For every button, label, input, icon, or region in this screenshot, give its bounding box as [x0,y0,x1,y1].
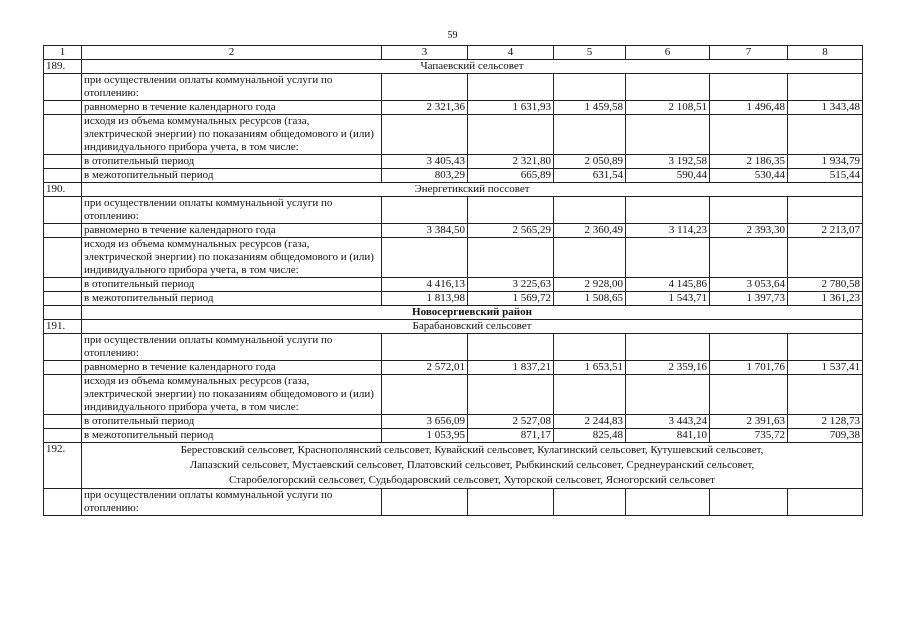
row-label: равномерно в течение календарного года [82,361,382,375]
value-cell: 1 537,41 [788,361,863,375]
header-cell: 6 [626,46,710,60]
heading-row [44,74,863,101]
row-label: в отопительный период [82,278,382,292]
value-cell: 1 508,65 [554,292,626,306]
value-cell: 735,72 [710,429,788,443]
value-cell: 2 928,00 [554,278,626,292]
value-cell: 1 701,76 [710,361,788,375]
heading-row [44,197,863,224]
row-label: в межотопительный период [82,169,382,183]
value-cell: 1 569,72 [468,292,554,306]
section-title-line: Лапазский сельсовет, Мустаевский сельсовет, Платовский сельсовет, Рыбкинский сельсовет, Среднеуранский сельсовет, [189,459,755,471]
data-row [44,429,863,443]
value-cell: 1 934,79 [788,155,863,169]
value-cell: 2 244,83 [554,415,626,429]
value-cell: 3 225,63 [468,278,554,292]
row-label: при осуществлении оплаты коммунальной услуги по отоплению: [82,74,382,101]
value-cell: 841,10 [626,429,710,443]
value-cell: 4 416,13 [382,278,468,292]
section-title-row [44,183,863,197]
value-cell: 1 837,21 [468,361,554,375]
section-title-line: Берестовский сельсовет, Краснополянский сельсовет, Кувайский сельсовет, Кулагинский сельсовет, Кутушевский сельсовет, [180,444,764,456]
value-cell: 1 631,93 [468,101,554,115]
header-cell: 1 [44,46,82,60]
value-cell: 2 359,16 [626,361,710,375]
value-cell: 3 053,64 [710,278,788,292]
section-title: Энергетикский поссовет [82,183,863,197]
value-cell: 2 321,36 [382,101,468,115]
value-cell: 2 393,30 [710,224,788,238]
value-cell: 2 108,51 [626,101,710,115]
value-cell: 590,44 [626,169,710,183]
heading-row [44,489,863,516]
data-row [44,155,863,169]
row-label: исходя из объема коммунальных ресурсов (газа, электрической энергии) по показаниям общедомового и (или) индивидуального прибора учета, в том числе: [82,375,382,415]
value-cell: 709,38 [788,429,863,443]
value-cell: 3 384,50 [382,224,468,238]
header-cell: 2 [82,46,382,60]
value-cell: 1 653,51 [554,361,626,375]
header-row [44,46,863,60]
value-cell: 1 397,73 [710,292,788,306]
value-cell: 1 496,48 [710,101,788,115]
value-cell: 1 459,58 [554,101,626,115]
row-label: при осуществлении оплаты коммунальной услуги по отоплению: [82,489,382,516]
data-row [44,101,863,115]
value-cell: 2 565,29 [468,224,554,238]
value-cell: 631,54 [554,169,626,183]
heading-row [44,375,863,415]
page-number: 59 [447,30,458,41]
row-label: в межотопительный период [82,429,382,443]
data-row [44,224,863,238]
row-index: 192. [44,443,82,489]
section-title-row [44,60,863,74]
row-label: при осуществлении оплаты коммунальной услуги по отоплению: [82,334,382,361]
row-index: 189. [44,60,82,74]
district-title: Новосергиевский район [82,306,863,320]
row-index: 191. [44,320,82,334]
section-title-line: Старобелогорский сельсовет, Судьбодаровский сельсовет, Хуторской сельсовет, Ясногорский сельсовет [229,474,715,486]
value-cell: 3 443,24 [626,415,710,429]
value-cell: 803,29 [382,169,468,183]
section-title: Барабановский сельсовет [82,320,863,334]
row-label: исходя из объема коммунальных ресурсов (газа, электрической энергии) по показаниям общедомового и (или) индивидуального прибора учета, в том числе: [82,238,382,278]
value-cell: 2 186,35 [710,155,788,169]
value-cell: 515,44 [788,169,863,183]
data-row [44,278,863,292]
header-cell: 4 [468,46,554,60]
row-label: в отопительный период [82,415,382,429]
value-cell: 2 572,01 [382,361,468,375]
data-row [44,361,863,375]
value-cell: 3 192,58 [626,155,710,169]
value-cell: 2 391,63 [710,415,788,429]
value-cell: 2 360,49 [554,224,626,238]
value-cell: 2 527,08 [468,415,554,429]
row-label: в отопительный период [82,155,382,169]
value-cell: 3 114,23 [626,224,710,238]
value-cell: 1 543,71 [626,292,710,306]
heading-row [44,115,863,155]
heading-row [44,334,863,361]
value-cell: 3 656,09 [382,415,468,429]
value-cell: 2 128,73 [788,415,863,429]
value-cell: 665,89 [468,169,554,183]
value-cell: 2 321,80 [468,155,554,169]
row-label: исходя из объема коммунальных ресурсов (газа, электрической энергии) по показаниям общедомового и (или) индивидуального прибора учета, в том числе: [82,115,382,155]
header-cell: 7 [710,46,788,60]
value-cell: 530,44 [710,169,788,183]
data-row [44,415,863,429]
header-cell: 8 [788,46,863,60]
row-label: равномерно в течение календарного года [82,224,382,238]
value-cell: 2 050,89 [554,155,626,169]
value-cell: 825,48 [554,429,626,443]
header-cell: 5 [554,46,626,60]
value-cell: 871,17 [468,429,554,443]
row-index: 190. [44,183,82,197]
heading-row [44,238,863,278]
value-cell: 2 780,58 [788,278,863,292]
section-title-row [44,320,863,334]
value-cell: 1 813,98 [382,292,468,306]
header-cell: 3 [382,46,468,60]
tariff-table [43,45,863,516]
section-title-row [44,443,863,489]
data-row [44,169,863,183]
value-cell: 1 343,48 [788,101,863,115]
section-title: Чапаевский сельсовет [82,60,863,74]
value-cell: 1 361,23 [788,292,863,306]
section-title [82,443,863,489]
row-label: при осуществлении оплаты коммунальной услуги по отоплению: [82,197,382,224]
row-label: в межотопительный период [82,292,382,306]
value-cell: 4 145,86 [626,278,710,292]
value-cell: 3 405,43 [382,155,468,169]
row-label: равномерно в течение календарного года [82,101,382,115]
district-row [44,306,863,320]
value-cell: 2 213,07 [788,224,863,238]
data-row [44,292,863,306]
value-cell: 1 053,95 [382,429,468,443]
